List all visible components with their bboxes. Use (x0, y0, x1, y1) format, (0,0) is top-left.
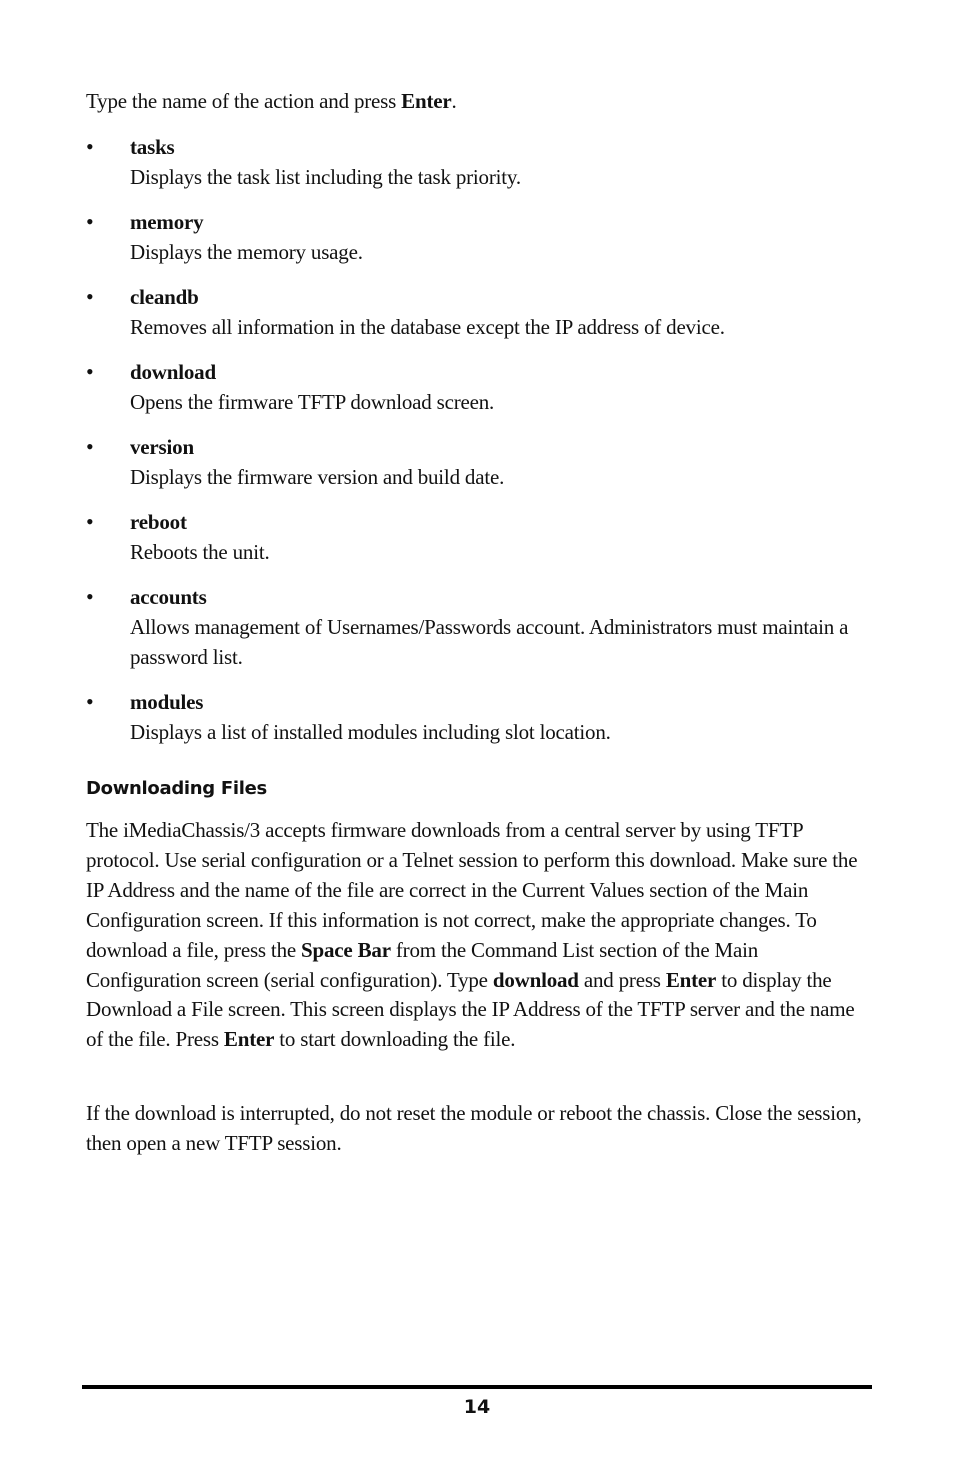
intro-enter-key: Enter (401, 89, 452, 113)
action-description: Opens the firmware TFTP download screen. (130, 390, 495, 414)
intro-period: . (451, 89, 457, 113)
action-item-version (86, 432, 876, 492)
intro-line (86, 86, 457, 116)
interrupt-paragraph: If the download is interrupted, do not reset the module or reboot the chassis. Close the session, then open a new TFTP session. (86, 1101, 862, 1155)
bullet-icon: • (86, 584, 94, 609)
action-item-tasks (86, 132, 876, 192)
section-heading: Downloading Files (86, 778, 267, 799)
download-command: download (492, 967, 579, 992)
action-name: download (130, 360, 216, 384)
action-name: version (130, 435, 194, 459)
action-item-cleandb (86, 282, 876, 342)
action-name: accounts (130, 585, 207, 609)
enter-key: Enter (223, 1027, 275, 1052)
action-item-download (86, 357, 876, 417)
action-description: Allows management of Usernames/Passwords account. Administrators must maintain a password list. (130, 615, 849, 669)
action-description: Displays a list of installed modules including slot location. (130, 720, 611, 744)
action-description: Removes all information in the database except the IP address of device. (130, 315, 725, 339)
action-description: Displays the task list including the task priority. (130, 165, 521, 189)
paragraph-text: to display the Download a File screen. This screen displays the IP Address of the TFTP server and the name of the file. Press (86, 967, 855, 1052)
bullet-icon: • (86, 689, 94, 714)
bullet-icon: • (86, 434, 94, 459)
action-item-accounts (86, 582, 876, 672)
footer-rule (82, 1385, 872, 1389)
paragraph-text: from the Command List section of the Main Configuration screen (serial configuration). Type (86, 937, 759, 992)
action-item-modules (86, 687, 876, 747)
paragraph-text: The iMediaChassis/3 accepts firmware downloads from a central server by using TFTP protocol. Use serial configuration or a Telnet session to perform this download. Make sure the IP Address and the name of the file are correct in the Current Values section of the Main Configuration screen. If this information is not correct, make the appropriate changes. To download a file, press the (86, 818, 858, 962)
action-description: Displays the firmware version and build date. (130, 465, 505, 489)
intro-text: Type the name of the action and press (86, 89, 402, 113)
action-item-memory (86, 207, 876, 267)
action-description: Reboots the unit. (130, 540, 270, 564)
action-name: cleandb (130, 285, 199, 309)
space-bar-key: Space Bar (301, 937, 391, 962)
enter-key: Enter (665, 967, 717, 992)
page-number: 14 (463, 1396, 491, 1418)
action-name: memory (130, 210, 204, 234)
action-list (86, 132, 876, 762)
paragraph-text: to start downloading the file. (274, 1027, 516, 1052)
bullet-icon: • (86, 209, 94, 234)
action-item-reboot (86, 507, 876, 567)
download-paragraph (86, 816, 876, 1055)
bullet-icon: • (86, 134, 94, 159)
action-name: tasks (130, 135, 175, 159)
action-name: modules (130, 690, 204, 714)
action-description: Displays the memory usage. (130, 240, 363, 264)
paragraph-text: and press (578, 967, 666, 992)
bullet-icon: • (86, 359, 94, 384)
bullet-icon: • (86, 284, 94, 309)
action-name: reboot (130, 510, 187, 534)
bullet-icon: • (86, 509, 94, 534)
